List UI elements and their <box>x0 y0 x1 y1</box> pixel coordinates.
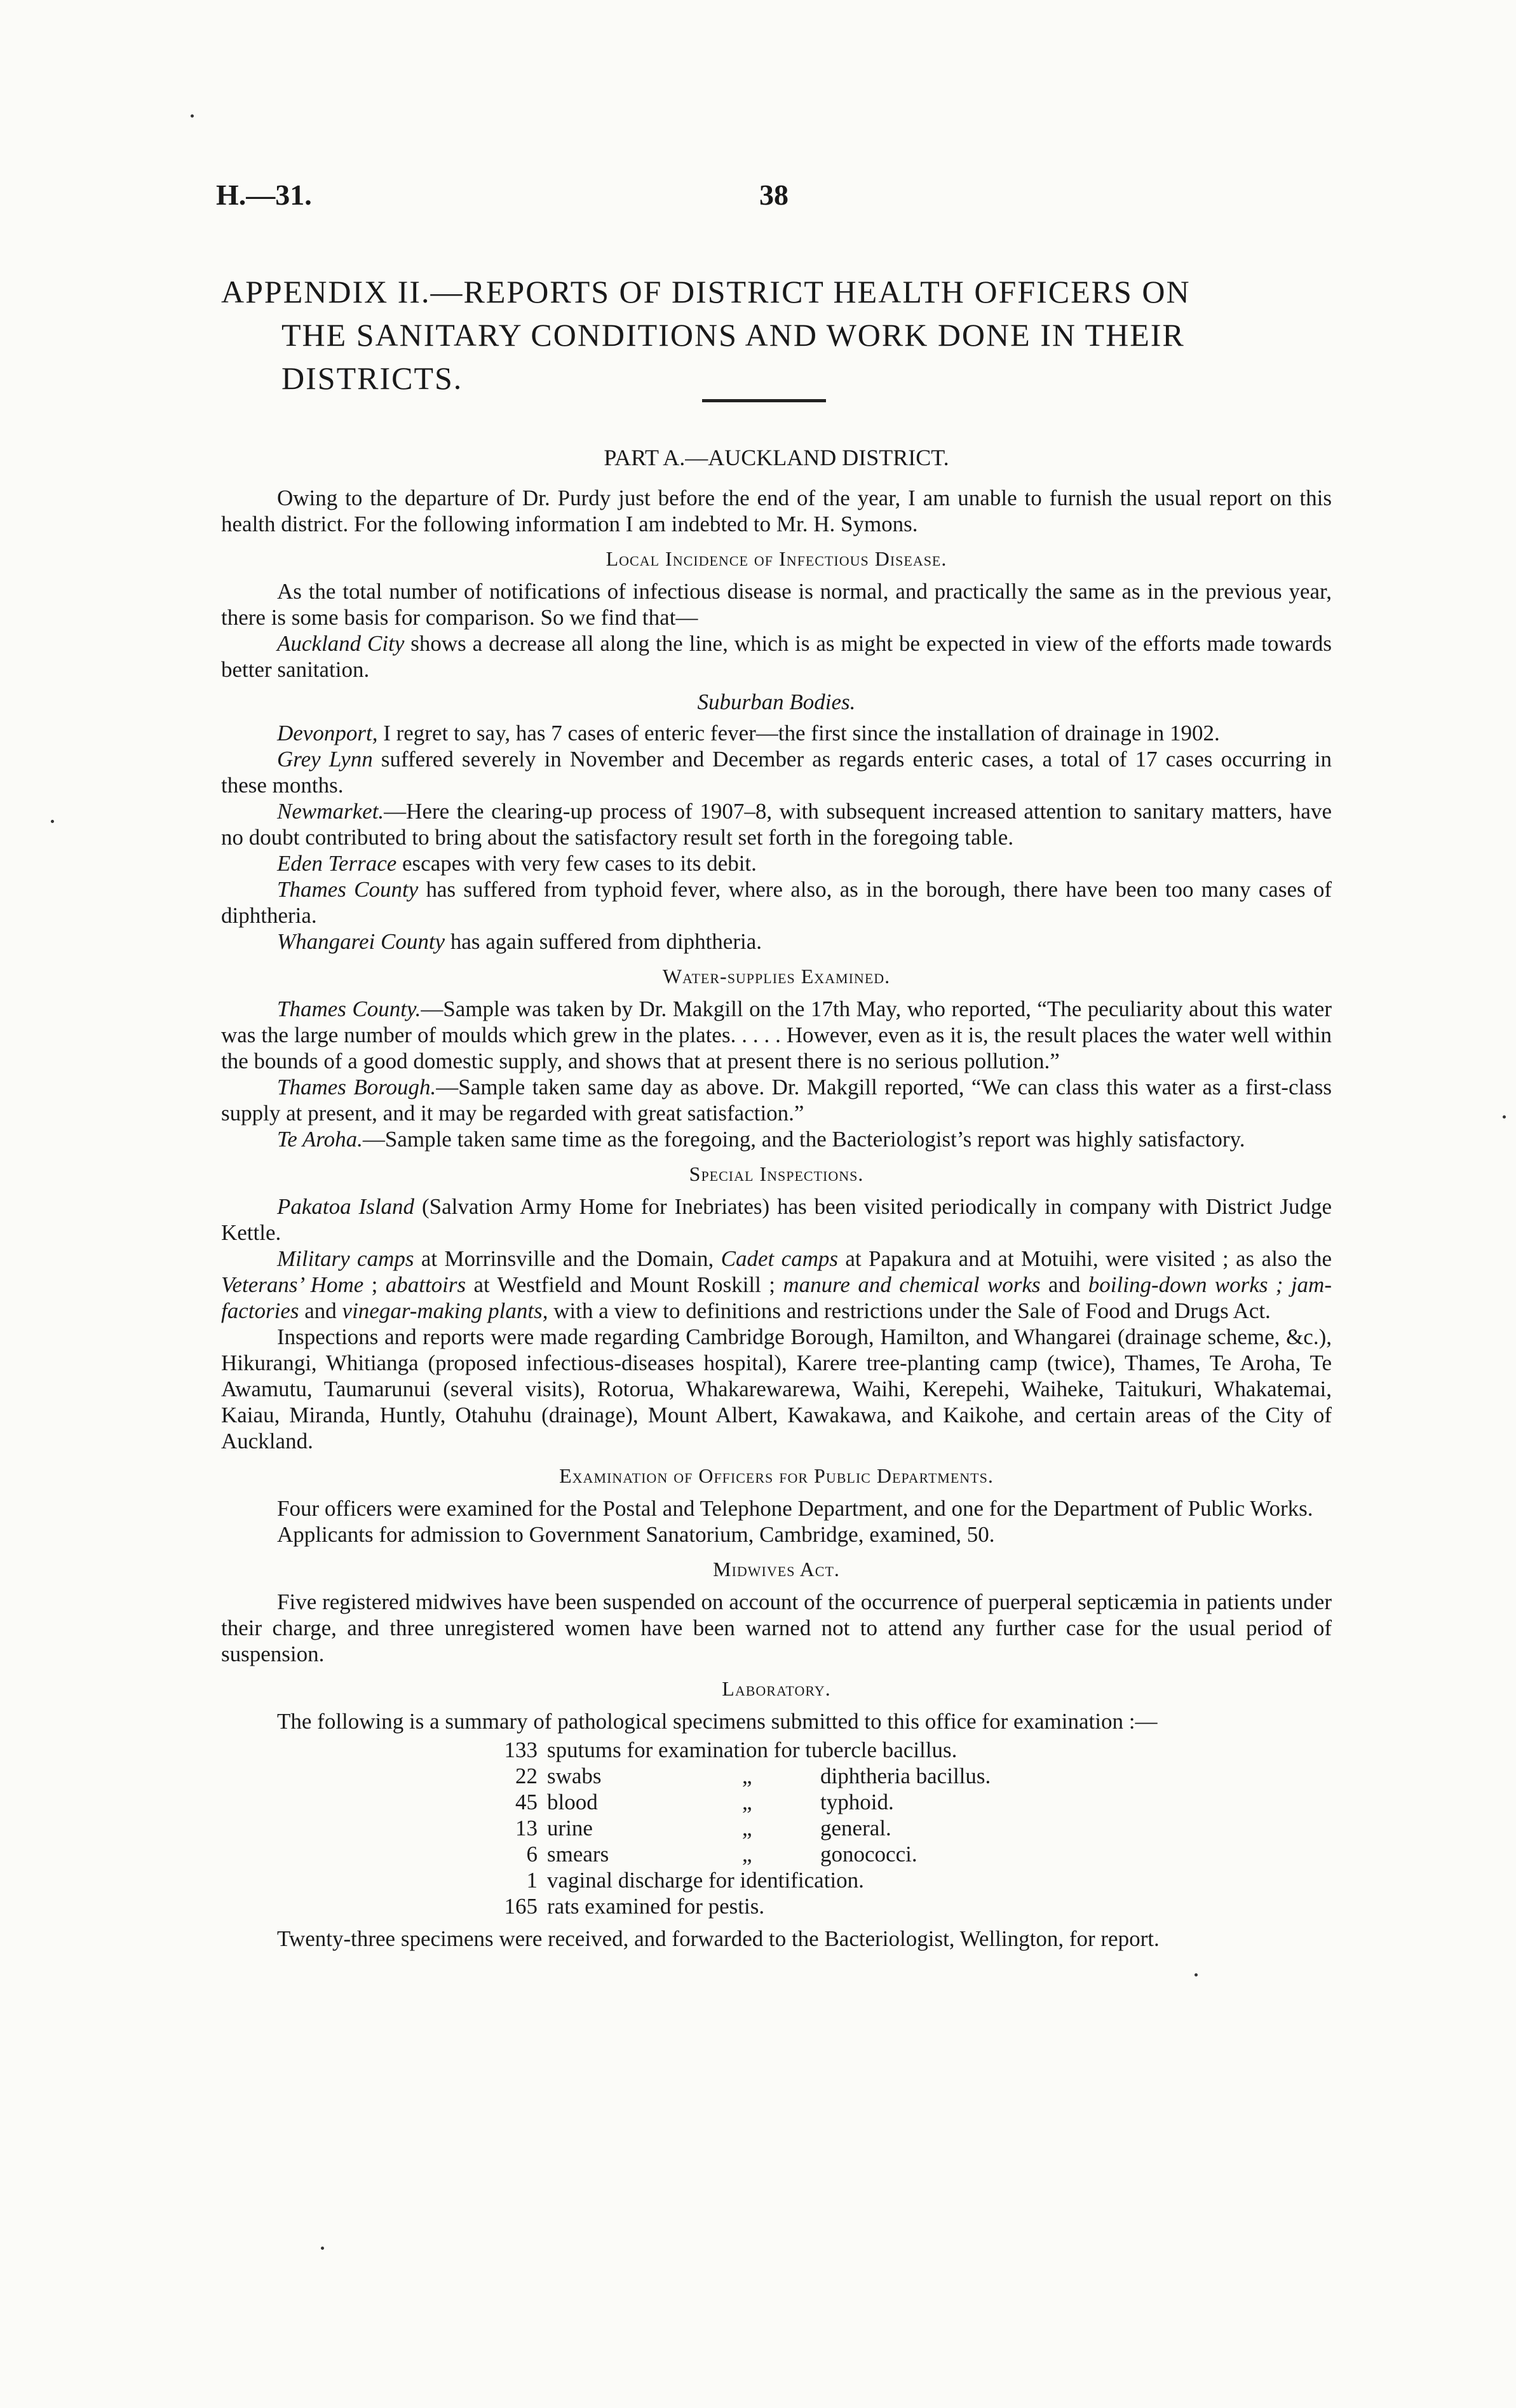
midwives-paragraph: Five registered midwives have been suspended on account of the occurrence of puerperal septicæmia in patients under their charge, and three unregistered women have been warned not to attend any further case for the usual period of suspension. <box>221 1589 1332 1666</box>
list-item: 133 sputums for examination for tubercle bacillus. <box>504 1738 958 1762</box>
laboratory-specimen-list <box>221 1737 1332 1919</box>
scan-speck <box>1503 1115 1506 1119</box>
list-item: 22 swabs „ diphtheria bacillus. <box>515 1764 991 1788</box>
water-te-aroha-paragraph: Te Aroha.—Sample taken same time as the foregoing, and the Bacteriologist’s report was highly satisfactory. <box>277 1127 1245 1152</box>
list-item: 13 urine „ general. <box>515 1816 891 1840</box>
section-heading-water: Water-supplies Examined. <box>662 965 891 988</box>
laboratory-intro: The following is a summary of pathological specimens submitted to this office for examination :— <box>277 1709 1158 1734</box>
section-heading-local-incidence: Local Incidence of Infectious Disease. <box>606 547 947 570</box>
local-incidence-paragraph: As the total number of notifications of infectious disease is normal, and practically the same as in the previous year, there is some basis for comparison. So we find that— <box>221 579 1332 630</box>
appendix-title-line3: DISTRICTS. <box>281 360 463 396</box>
auckland-city-paragraph: Auckland City shows a decrease all along the line, which is as might be expected in view of the efforts made towards better sanitation. <box>221 631 1332 682</box>
list-item: 45 blood „ typhoid. <box>515 1790 894 1814</box>
thames-county-paragraph: Thames County has suffered from typhoid fever, where also, as in the borough, there have been too many cases of diphtheria. <box>221 877 1332 928</box>
eden-terrace-paragraph: Eden Terrace escapes with very few cases to its debit. <box>277 851 757 876</box>
section-heading-laboratory: Laboratory. <box>722 1677 831 1700</box>
part-heading: PART A.—AUCKLAND DISTRICT. <box>604 445 949 470</box>
scan-speck <box>1195 1973 1198 1976</box>
water-thames-borough-paragraph: Thames Borough.—Sample taken same day as above. Dr. Makgill reported, “We can class this water as a first-class supply at present, and it may be regarded with great satisfaction.” <box>221 1075 1332 1126</box>
scan-speck <box>321 2247 324 2250</box>
section-heading-suburban: Suburban Bodies. <box>697 690 856 714</box>
section-heading-midwives: Midwives Act. <box>713 1558 840 1581</box>
report-body <box>221 432 1332 1952</box>
title-rule <box>702 399 826 402</box>
section-heading-special: Special Inspections. <box>689 1162 864 1185</box>
examination-paragraph: Four officers were examined for the Postal and Telephone Department, and one for the Department of Public Works. <box>277 1496 1313 1521</box>
document-reference: H.—31. <box>216 179 312 211</box>
list-item: 165 rats examined for pestis. <box>504 1894 765 1919</box>
intro-paragraph: Owing to the departure of Dr. Purdy just before the end of the year, I am unable to furnish the usual report on this health district. For the following information I am indebted to Mr. H. Symons. <box>221 486 1332 536</box>
grey-lynn-paragraph: Grey Lynn suffered severely in November and December as regards enteric cases, a total of 17 cases occurring in these months. <box>221 747 1332 798</box>
appendix-title <box>221 270 1333 400</box>
appendix-title-line2: THE SANITARY CONDITIONS AND WORK DONE IN THEIR <box>281 317 1185 353</box>
list-item: 6 smears „ gonococci. <box>526 1842 917 1867</box>
appendix-title-line1: APPENDIX II.—REPORTS OF DISTRICT HEALTH OFFICERS ON <box>221 274 1191 310</box>
whangarei-county-paragraph: Whangarei County has again suffered from diphtheria. <box>277 929 762 954</box>
scan-speck <box>191 114 194 118</box>
scan-speck <box>51 820 54 823</box>
inspections-paragraph: Inspections and reports were made regarding Cambridge Borough, Hamilton, and Whangarei (drainage scheme, &c.), Hikurangi, Whitianga (proposed infectious-diseases hospital), Karere tree-planting camp (twice), Thames, Te Aroha, Te Awamutu, Taumarunui (several visits), Rotorua, Whakarewarewa, Waihi, Kerepehi, Waiheke, Taitukuri, Whakatemai, Kaiau, Miranda, Huntly, Otahuhu (drainage), Mount Albert, Kawakawa, and Kaikohe, and certain areas of the City of Auckland. <box>221 1324 1332 1453</box>
water-thames-county-paragraph: Thames County.—Sample was taken by Dr. Makgill on the 17th May, who reported, “The peculiarity about this water was the large number of moulds which grew in the plates. . . . . However, even as it is, the result places the water well within the bounds of a good domestic supply, and shows that at present there is no serious pollution.” <box>221 997 1332 1073</box>
laboratory-footer: Twenty-three specimens were received, and forwarded to the Bacteriologist, Wellington, for report. <box>277 1926 1160 1951</box>
list-item: 1 vaginal discharge for identification. <box>526 1868 864 1893</box>
devonport-paragraph: Devonport, I regret to say, has 7 cases of enteric fever—the first since the installation of drainage in 1902. <box>277 721 1220 745</box>
sanatorium-paragraph: Applicants for admission to Government Sanatorium, Cambridge, examined, 50. <box>277 1522 995 1547</box>
newmarket-paragraph: Newmarket.—Here the clearing-up process of 1907–8, with subsequent increased attention to sanitary matters, have no doubt contributed to bring about the satisfactory result set forth in the foregoing table. <box>221 799 1332 850</box>
section-heading-examination: Examination of Officers for Public Departments. <box>559 1464 994 1487</box>
military-camps-paragraph: Military camps at Morrinsville and the Domain, Cadet camps at Papakura and at Motuihi, were visited ; as also the Veterans’ Home ; abattoirs at Westfield and Mount Roskill ; manure and chemical works and boiling-down works ; jam-factories and vinegar-making plants, with a view to definitions and restrictions under the Sale of Food and Drugs Act. <box>221 1246 1332 1323</box>
pakatoa-paragraph: Pakatoa Island (Salvation Army Home for Inebriates) has been visited periodically in company with District Judge Kettle. <box>221 1194 1332 1245</box>
place-name: Auckland City <box>277 631 405 656</box>
page-number: 38 <box>759 179 788 211</box>
